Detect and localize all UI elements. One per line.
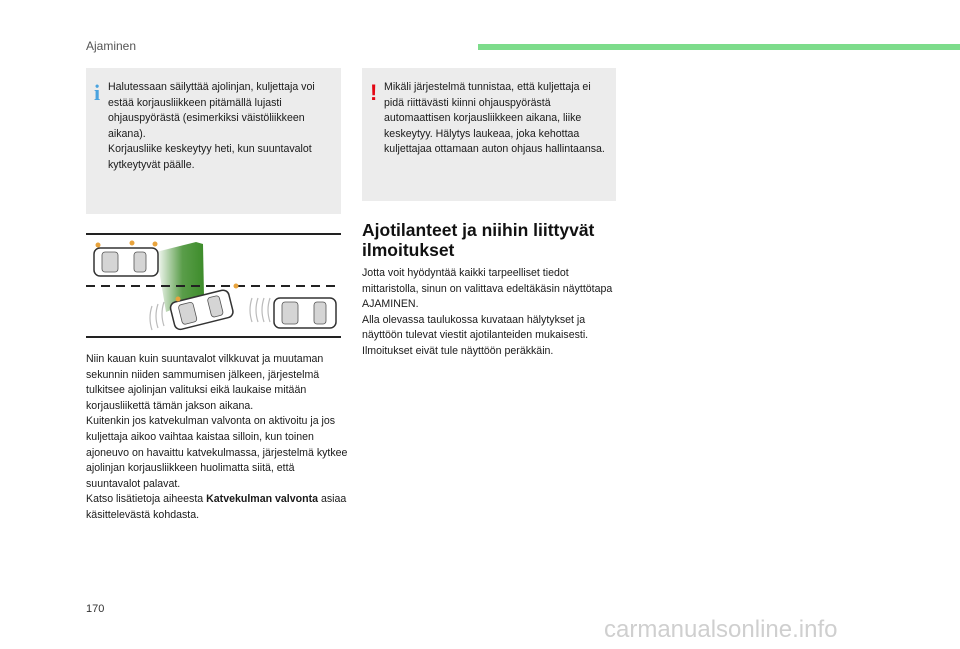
reference-suffix: asiaa käsittelevästä kohdasta. xyxy=(86,493,347,521)
info-icon: i xyxy=(94,80,101,105)
lane-keeping-illustration xyxy=(86,226,341,344)
car-top xyxy=(94,241,158,277)
warning-note-text: Mikäli järjestelmä tunnistaa, että kuljettaja ei pidä riittävästi kiinni ohjauspyörästä automaattisen korjausliikkeen aikana, liike keskeytyy. Hälytys laukeaa, joka kehottaa kuljettajaa ottamaan auton ohjaus hallintaansa. xyxy=(384,81,605,155)
reference-prefix: Katso lisätietoja aiheesta xyxy=(86,493,207,506)
reference-link-text: Katvekulman valvonta xyxy=(206,493,319,506)
left-paragraph-1: Niin kauan kuin suuntavalot vilkkuvat ja muutaman sekunnin niiden sammumisen jälkeen, järjestelmä tulkitsee ajolinjan valituksi eikä laukaise mitään korjausliikettä tämän jakson aikana. xyxy=(86,353,324,412)
left-paragraph-2: Kuitenkin jos katvekulman valvonta on aktivoitu ja jos kuljettaja aikoo vaihtaa kaistaa silloin, kun toinen ajoneuvo on havaittu katvekulmassa, järjestelmä kytkee ajolinjan korjausliikkeen huolimatta siitä, että suuntavalot palavat. xyxy=(86,415,348,490)
left-paragraph-3 xyxy=(86,492,348,523)
warning-icon: ! xyxy=(370,80,378,105)
warning-note xyxy=(362,68,616,201)
right-body-text: Jotta voit hyödyntää kaikki tarpeelliset tiedot mittaristolla, sinun on valittava edeltäkäsin näyttötapa AJAMINEN. Alla olevassa taulukossa kuvataan hälytykset ja näyttöön tulevat viestit ajotilanteiden mukaisesti. Ilmoitukset eivät tule näyttöön peräkkäin. xyxy=(362,267,613,357)
page-number: 170 xyxy=(86,603,105,615)
header-accent-bar xyxy=(478,44,960,50)
car-lane xyxy=(274,298,336,328)
info-note-text: Halutessaan säilyttää ajolinjan, kuljettaja voi estää korjausliikkeen pitämällä lujasti ohjauspyörästä (esimerkiksi väistöliikkeen aikana). Korjausliike keskeytyy heti, kun suuntavalot kytkeytyvät päälle. xyxy=(108,81,315,171)
info-note xyxy=(86,68,341,214)
watermark: carmanualsonline.info xyxy=(604,616,838,643)
left-body-text xyxy=(86,352,348,524)
section-heading: Ajotilanteet ja niihin liittyvät ilmoitukset xyxy=(362,220,595,260)
section-title: Ajaminen xyxy=(86,39,137,53)
